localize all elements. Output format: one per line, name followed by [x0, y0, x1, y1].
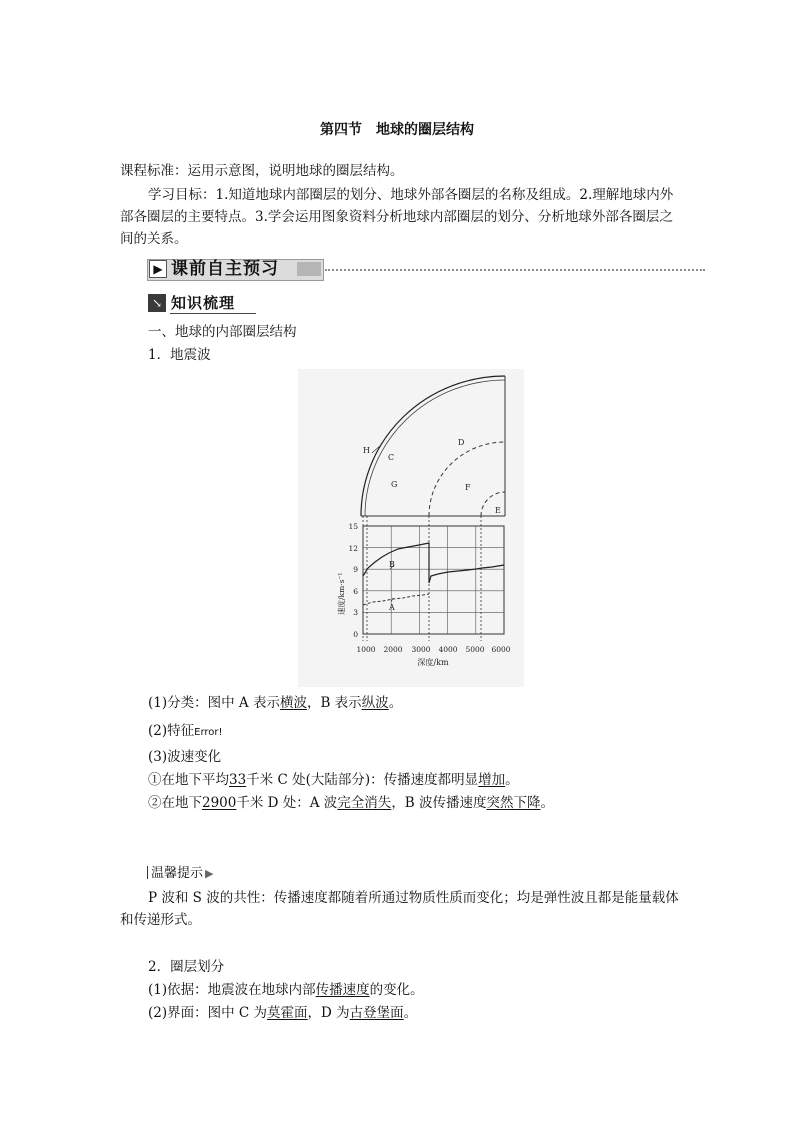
- text: ，B 表示: [306, 695, 362, 711]
- interface-line: [148, 1003, 417, 1023]
- y-axis-label: 速度/km·s⁻¹: [337, 572, 346, 615]
- answer-change: 增加: [478, 772, 506, 788]
- seismic-wave-figure: [298, 369, 524, 687]
- banner-label: 课前自主预习: [171, 259, 279, 279]
- text: ，B 波传播速度: [391, 795, 487, 811]
- inner-core-arc: [481, 492, 505, 516]
- learning-objectives: 学习目标：1.知道地球内部圈层的划分、地球外部各圈层的名称及组成。2.理解地球内外部各圈层的主要特点。3.学会运用图象资料分析地球内部圈层的划分、分析地球外部各圈层之间的关系。: [120, 187, 674, 247]
- banner-decoration: [297, 262, 321, 276]
- tip-text: P 波和 S 波的共性：传播速度都随着所通过物质性质而变化；均是弹性波且都是能量载体和传递形式。: [120, 890, 679, 928]
- text: (2)特征: [148, 723, 195, 739]
- text: ①在地下平均: [148, 772, 229, 788]
- item-layer-division: 2．圈层划分: [148, 959, 225, 975]
- text: 千米 D 处：A 波: [236, 795, 338, 811]
- x-tick: 6000: [491, 645, 511, 654]
- classification-line: [148, 693, 402, 713]
- answer-gutenberg: 古登堡面: [349, 1005, 404, 1021]
- chart-frame: [363, 526, 504, 634]
- banner-arrow-icon: ▶: [149, 260, 167, 278]
- banner-dotted-line: [325, 269, 705, 271]
- feature-line: [148, 721, 223, 743]
- section-heading: 一、地球的内部圈层结构: [148, 324, 297, 340]
- velocity-chart: [336, 516, 511, 667]
- page-title: 第四节 地球的圈层结构: [320, 122, 474, 138]
- series-B-line: [363, 543, 504, 583]
- text: ②在地下: [148, 795, 202, 811]
- text: 。: [388, 695, 403, 711]
- answer-wave-a: 横波: [279, 695, 307, 711]
- c-point-line: [148, 770, 519, 790]
- text: (1)分类：图中 A 表示: [148, 695, 280, 711]
- answer-depth-d: 2900: [202, 795, 237, 811]
- section-banner: [147, 258, 707, 282]
- tip-heading: [147, 862, 213, 881]
- y-tick: 15: [348, 522, 358, 531]
- d-point-line: [148, 793, 554, 813]
- subheading-label: 知识梳理: [171, 294, 236, 312]
- x-axis-label: 深度/km: [417, 658, 449, 667]
- label-E: E: [495, 506, 501, 515]
- subheading-underline: [170, 313, 256, 314]
- y-tick: 12: [348, 544, 358, 553]
- y-tick: 6: [353, 587, 358, 596]
- tip-bar: [147, 866, 148, 879]
- x-tick: 4000: [438, 645, 458, 654]
- label-F: F: [465, 483, 471, 492]
- course-standard: 课程标准：运用示意图，说明地球的圈层结构。: [120, 163, 404, 179]
- play-arrow-icon: ▶: [205, 867, 214, 880]
- answer-a-fate: 完全消失: [337, 795, 392, 811]
- label-G: G: [391, 480, 398, 489]
- arrow-down-right-icon: ↘: [148, 294, 166, 312]
- text: 千米 C 处(大陆部分)：传播速度都明显: [246, 772, 479, 788]
- text: ，D 为: [307, 1005, 350, 1021]
- label-B: B: [389, 560, 395, 569]
- y-tick: 9: [353, 565, 358, 574]
- answer-wave-b: 纵波: [361, 695, 389, 711]
- answer-depth-c: 33: [229, 772, 247, 788]
- gutenberg-arc: [429, 442, 505, 516]
- item-seismic-waves: 1．地震波: [148, 347, 211, 363]
- text: 。: [403, 1005, 418, 1021]
- answer-basis: 传播速度: [315, 982, 370, 998]
- text: (2)界面：图中 C 为: [148, 1005, 268, 1021]
- text: 。: [540, 795, 555, 811]
- answer-moho: 莫霍面: [267, 1005, 308, 1021]
- x-tick: 2000: [383, 645, 403, 654]
- x-tick: 5000: [465, 645, 485, 654]
- moho-arc: [365, 380, 505, 516]
- y-tick: 3: [353, 608, 358, 617]
- answer-b-fate: 突然下降: [486, 795, 541, 811]
- label-D: D: [458, 438, 465, 447]
- x-tick: 1000: [356, 645, 376, 654]
- label-C: C: [388, 453, 395, 462]
- speed-change-heading: (3)波速变化: [148, 749, 222, 765]
- tip-label: 温馨提示: [151, 866, 204, 881]
- crust-arc: [361, 376, 505, 516]
- error-field: Error!: [194, 727, 223, 738]
- label-A: A: [389, 603, 395, 612]
- y-tick: 0: [353, 630, 358, 639]
- text: 的变化。: [369, 982, 424, 998]
- basis-line: [148, 980, 424, 1000]
- label-H: H: [363, 446, 370, 455]
- x-tick: 3000: [411, 645, 431, 654]
- text: 。: [505, 772, 519, 788]
- text: (1)依据：地震波在地球内部: [148, 982, 316, 998]
